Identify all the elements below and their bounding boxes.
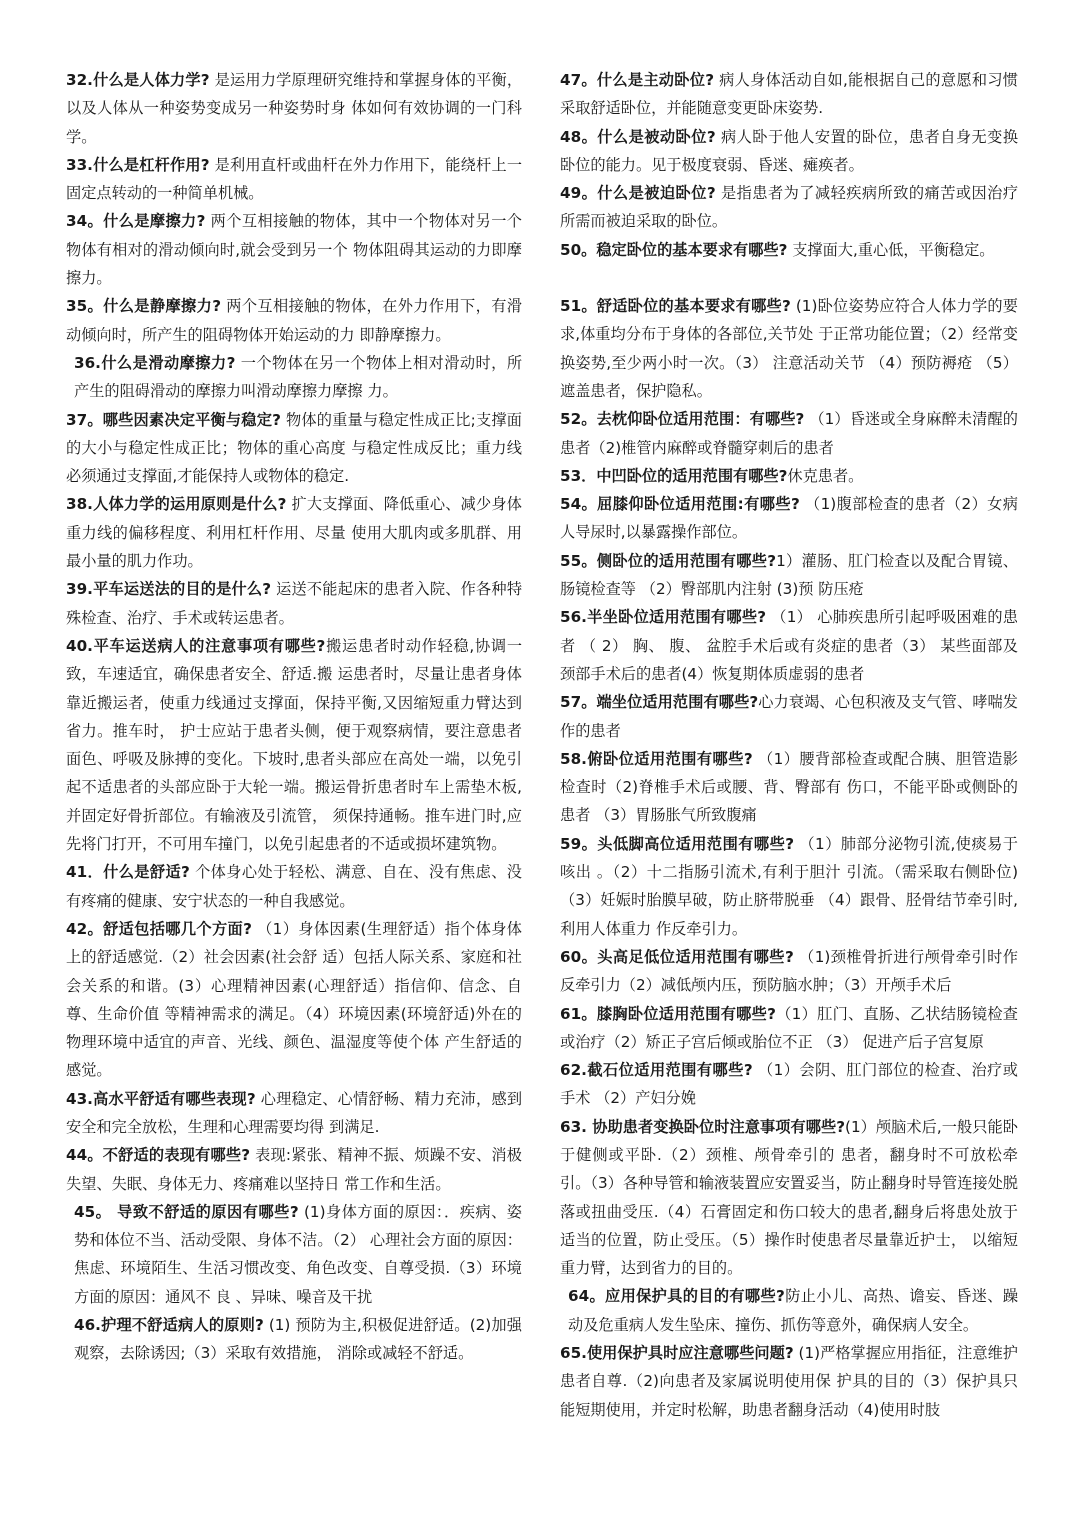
answer-text: 一个物体在另一个物体上相对滑动时，所产生的阻碍滑动的摩擦力叫滑动摩擦力摩擦 力。 (74, 353, 523, 401)
question-heading: 33.什么是杠杆作用? (66, 155, 210, 174)
answer-text: （1）肺部分泌物引流,使痰易于咳出 。（2）十二指肠引流术,有利于胆汁 引流。（需采取右侧卧位)（3）妊娠时胎膜早破，防止脐带脱垂 （4）跟骨、胫骨结节牵引时,利用人体重力 作反牵引力。 (560, 834, 1018, 938)
question-heading: 39.平车运送法的目的是什么? (66, 580, 272, 599)
answer-text: （1)颈椎骨折进行颅骨牵引时作反牵引力（2）减低颅内压，预防脑水肿；（3）开颅手术后 (560, 947, 1018, 995)
qa-entry (560, 292, 1018, 405)
qa-entry (66, 349, 522, 406)
answer-text: （1）身体因素(生理舒适）指个体身体上的舒适感觉.（2）社会因素(社会舒 适）包括人际关系、家庭和社会关系的和谐。(3）心理精神因素(心理舒适）指信仰、信念、自尊、生命价值 等精神需求的满足。（4）环境因素(环境舒适)外在的物理环境中适宜的声音、光线、颜色、温湿度等使个体 产生舒适的感觉。 (66, 919, 522, 1080)
qa-entry (66, 292, 522, 349)
qa-entry (66, 1311, 522, 1368)
qa-entry (66, 858, 522, 915)
question-heading: 48。什么是被动卧位? (560, 127, 716, 146)
answer-text: 休克患者。 (787, 466, 864, 485)
question-heading: 57。端坐位适用范围有哪些? (560, 693, 759, 712)
qa-entry (66, 490, 522, 575)
answer-text: 物体的重量与稳定性成正比;支撑面的大小与稳定性成正比；物体的重心高度 与稳定性成反比；重力线必须通过支撑面,才能保持人或物体的稳定. (66, 410, 522, 486)
answer-text: 病人卧于他人安置的卧位，患者自身无变换卧位的能力。见于极度衰弱、昏迷、瘫痪者。 (560, 127, 1019, 174)
question-heading: 64。应用保护具的目的有哪些? (568, 1287, 785, 1306)
question-heading: 34。什么是摩擦力? (66, 212, 206, 231)
qa-entry (66, 406, 522, 491)
qa-entry (560, 490, 1018, 547)
qa-entry (560, 1056, 1018, 1113)
left-column (66, 66, 522, 1368)
qa-entry (66, 1141, 522, 1198)
question-heading: 58.俯卧位适用范围有哪些? (560, 749, 753, 768)
qa-entry (560, 830, 1018, 943)
answer-text: (1)卧位姿势应符合人体力学的要求,体重均分布于身体的各部位,关节处 于正常功能位置；（2）经常变换姿势,至少两小时一次。（3） 注意活动关节 （4）预防褥疮 （5）遮盖患者，保护隐私。 (560, 297, 1018, 400)
qa-entry (66, 1085, 522, 1142)
answer-text: 1）灌肠、肛门检查以及配合胃镜、肠镜检查等 （2）臀部肌内注射 (3)预 防压疮 (560, 551, 1018, 599)
answer-text: 个体身心处于轻松、满意、自在、没有焦虑、没有疼痛的健康、安宁状态的一种自我感觉。 (66, 863, 522, 910)
question-heading: 63. 协助患者变换卧位时注意事项有哪些? (560, 1117, 846, 1136)
qa-entry (560, 1000, 1018, 1057)
question-heading: 60。头高足低位适用范围有哪些? (560, 947, 794, 966)
answer-text: 心理稳定、心情舒畅、精力充沛，感到安全和完全放松，生理和心理需要均得 到满足. (66, 1089, 523, 1136)
qa-entry (560, 1282, 1018, 1339)
answer-text: 两个互相接触的物体，其中一个物体对另一个物体有相对的滑动倾向时,就会受到另一个 物体阻碍其运动的力即摩擦力。 (66, 212, 522, 288)
qa-entry (66, 151, 522, 208)
question-heading: 56.半坐卧位适用范围有哪些? (560, 608, 767, 627)
question-heading: 35。什么是静摩擦力? (66, 297, 222, 316)
question-heading: 46.护理不舒适病人的原则? (74, 1316, 264, 1335)
answer-text: (1) 预防为主,积极促进舒适。(2)加强观察，去除诱因;（3）采取有效措施， 消除或减轻不舒适。 (74, 1316, 522, 1363)
answer-text: （1)腹部检查的患者（2）女病人导尿时,以暴露操作部位。 (560, 495, 1018, 542)
qa-entry (560, 1339, 1018, 1424)
qa-entry (560, 688, 1018, 745)
answer-text: 支撑面大,重心低，平衡稳定。 (787, 240, 995, 259)
answer-text: （1） 心肺疾患所引起呼吸困难的患者 （ 2） 胸、 腹、 盆腔手术后或有炎症的患者（3） 某些面部及颈部手术后的患者(4）恢复期体质虚弱的患者 (560, 608, 1018, 683)
question-heading: 44。不舒适的表现有哪些? (66, 1146, 251, 1165)
answer-text: （1）会阴、肛门部位的检查、治疗或手术 （2）产妇分娩 (560, 1061, 1018, 1108)
qa-entry (66, 575, 522, 632)
qa-entry (66, 207, 522, 292)
question-heading: 32.什么是人体力学? (66, 71, 210, 89)
answer-text: 是指患者为了减轻疾病所致的痛苦或因治疗所需而被迫采取的卧位。 (560, 184, 1019, 231)
question-heading: 53．中凹卧位的适用范围有哪些? (560, 466, 788, 485)
qa-entry (560, 1113, 1018, 1283)
qa-entry (66, 915, 522, 1085)
question-heading: 65.使用保护具时应注意哪些问题? (560, 1344, 794, 1363)
answer-text: 表现:紧张、精神不振、烦躁不安、消极失望、失眠、身体无力、疼痛难以坚持日 常工作和生活。 (66, 1146, 522, 1193)
question-heading: 62.截石位适用范围有哪些? (560, 1061, 753, 1080)
answer-text: 心力衰竭、心包积液及支气管、哮喘发作的患者 (560, 693, 1018, 740)
question-heading: 47。什么是主动卧位? (560, 71, 715, 89)
question-heading: 37。哪些因素决定平衡与稳定? (66, 410, 281, 429)
answer-text: (1)身体方面的原因：．疾病、姿势和体位不当、活动受限、身体不洁。（2） 心理社会方面的原因：焦虑、环境陌生、生活习惯改变、角色改变、自尊受损.（3）环境方面的原因：通风不 良 、异味、噪音及干扰 (74, 1202, 522, 1306)
qa-entry (560, 603, 1018, 688)
question-heading: 36.什么是滑动摩擦力? (74, 353, 236, 372)
question-heading: 51。舒适卧位的基本要求有哪些? (560, 297, 791, 316)
qa-entry (560, 745, 1018, 830)
qa-entry (560, 943, 1018, 1000)
answer-text: 是运用力学原理研究维持和掌握身体的平衡，以及人体从一种姿势变成另一种姿势时身 体如何有效协调的一门科学。 (66, 71, 523, 146)
answer-text: （1）肛门、直肠、乙状结肠镜检查或治疗（2）矫正子宫后倾或胎位不正 （3） 促进产后子宫复原 (560, 1004, 1018, 1051)
qa-entry (66, 66, 522, 151)
answer-text: 搬运患者时动作轻稳,协调一致，车速适宜，确保患者安全、舒适.搬 运患者时，尽量让患者身体靠近搬运者，使重力线通过支撑面，保持平衡,又因缩短重力臂达到省力。推车时， 护士应站于患者头侧，便于观察病情，要注意患者面色、呼吸及脉搏的变化。下坡时,患者头部应在高处一端，以免引起不适患者的头部应卧于大轮一端。搬运骨折患者时车上需垫木板,并固定好骨折部位。有输液及引流管， 须保持通畅。推车进门时,应先将门打开，不可用车撞门，以免引起患者的不适或损坏建筑物。 (66, 636, 523, 854)
question-heading: 54。屈膝仰卧位适用范围:有哪些? (560, 495, 800, 514)
right-column (560, 66, 1018, 1424)
answer-text: (1）颅脑术后,一般只能卧于健侧或平卧.（2）颈椎、颅骨牵引的 患者，翻身时不可放松牵引。（3）各种导管和输液装置应安置妥当，防止翻身时导管连接处脱落或扭曲受压.（4）石膏固定和伤口较大的患者,翻身后将患处放于适当的位置，防止受压。（5）操作时使患者尽量靠近护士， 以缩短重力臂，达到省力的目的。 (560, 1117, 1018, 1278)
question-heading: 40.平车运送病人的注意事项有哪些? (66, 636, 326, 655)
answer-text: （1）腰背部检查或配合胰、胆管造影检查时（2)脊椎手术后或腰、背、臀部有 伤口，不能平卧或侧卧的患者 （3）胃肠胀气所致腹痛 (560, 749, 1018, 825)
answer-text: 扩大支撑面、降低重心、减少身体重力线的偏移程度、利用杠杆作用、尽量 使用大肌肉或多肌群、用最小量的肌力作功。 (66, 495, 522, 571)
qa-entry (66, 632, 522, 858)
answer-text: 防止小儿、高热、谵妄、昏迷、躁动及危重病人发生坠床、撞伤、抓伤等意外，确保病人安全。 (568, 1287, 1019, 1334)
question-heading: 45。 导致不舒适的原因有哪些? (74, 1202, 299, 1221)
qa-entry (560, 547, 1018, 604)
answer-text: 两个互相接触的物体，在外力作用下，有滑动倾向时，所产生的阻碍物体开始运动的力 即静摩擦力。 (66, 297, 522, 344)
answer-text: (1)严格掌握应用指征，注意维护患者自尊.（2)向患者及家属说明使用保 护具的目的（3）保护具只能短期使用，并定时松解，助患者翻身活动（4)使用时肢 (560, 1344, 1018, 1419)
question-heading: 42。舒适包括哪几个方面? (66, 919, 252, 938)
question-heading: 38.人体力学的运用原则是什么? (66, 495, 287, 514)
question-heading: 55。侧卧位的适用范围有哪些? (560, 551, 777, 570)
question-heading: 59。头低脚高位适用范围有哪些? (560, 834, 795, 853)
qa-entry (560, 66, 1018, 123)
qa-entry (560, 236, 1018, 264)
answer-text: 病人身体活动自如,能根据自己的意愿和习惯采取舒适卧位，并能随意变更卧床姿势. (560, 71, 1018, 118)
qa-entry (560, 405, 1018, 462)
qa-entry (66, 1198, 522, 1311)
question-heading: 49。什么是被迫卧位? (560, 184, 716, 203)
qa-entry (560, 462, 1018, 490)
answer-text: 是利用直杆或曲杆在外力作用下，能绕杆上一固定点转动的一种简单机械。 (66, 155, 523, 203)
answer-text: （1）昏迷或全身麻醉未清醒的患者（2)椎管内麻醉或脊髓穿刺后的患者 (560, 410, 1018, 457)
question-heading: 61。膝胸卧位适用范围有哪些? (560, 1004, 776, 1023)
answer-text: 运送不能起床的患者入院、作各种特殊检查、治疗、手术或转运患者。 (66, 580, 523, 627)
qa-entry (560, 123, 1018, 180)
question-heading: 50。稳定卧位的基本要求有哪些? (560, 240, 788, 259)
question-heading: 52。去枕仰卧位适用范围：有哪些? (560, 410, 805, 429)
qa-entry (560, 179, 1018, 236)
question-heading: 43.高水平舒适有哪些表现? (66, 1089, 256, 1108)
question-heading: 41．什么是舒适? (66, 863, 190, 882)
